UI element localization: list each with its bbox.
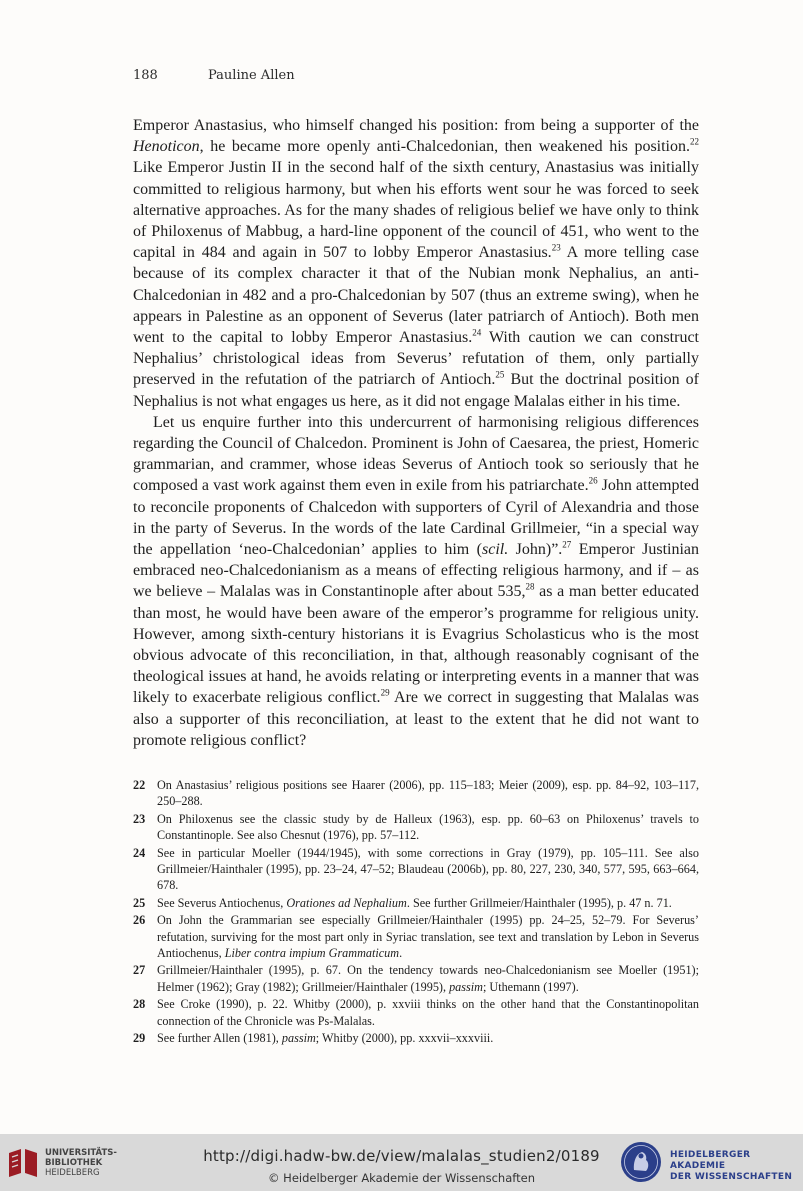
footnote-reference[interactable]: 23 <box>551 242 561 253</box>
text-run: , he became more openly anti-Chalcedonian, then weakened his position. <box>199 138 690 156</box>
body-paragraph <box>133 412 699 751</box>
footnotes <box>133 777 699 1048</box>
text-run: Let us enquire further into this undercurrent of harmonising religious differences regarding the Council of Chalcedon. Prominent is John of Caesarea, the priest, Homeric grammarian, and crammer, whose ideas Severus of Antioch took so seriously that he composed a vast work against them even in exile from his patriarchate. <box>133 413 699 495</box>
footnote-reference[interactable]: 27 <box>562 539 572 550</box>
text-run: Emperor Justinian embraced neo-Chalcedonianism as a means of effecting religious harmony, and if – as we believe – Malalas was in Constantinople after about 535, <box>133 541 700 601</box>
footnote-text <box>157 912 699 961</box>
footnote-text <box>157 962 699 995</box>
text-run: as a man better educated than most, he would have been aware of the emperor’s programme for religious unity. However, among sixth-century historians it is Evagrius Scholasticus who is the most obvious advocate of this reconciliation, in that, although reasonably cognisant of the theological issues at hand, he avoids relating or interpreting events in a manner that was likely to exacerbate religious conflict. <box>133 583 699 707</box>
source-url-link[interactable]: http://digi.hadw-bw.de/view/malalas_studien2/0189 <box>203 1147 600 1165</box>
footnote-number: 29 <box>133 1031 146 1046</box>
text-run: On Philoxenus see the classic study by de Halleux (1963), esp. pp. 60–63 on Philoxenus’ travels to Constantinople. See also Chesnut (1976), pp. 57–112. <box>157 811 699 843</box>
footnote <box>133 962 699 995</box>
footnote-reference[interactable]: 24 <box>472 327 482 338</box>
footnote-number: 22 <box>133 778 146 792</box>
text-run: Are we correct in suggesting that Malalas was also a supporter of this reconciliation, at least to the extent that he did not want to promote religious conflict? <box>133 689 700 749</box>
footnote-text <box>157 811 699 844</box>
footnote <box>133 845 699 894</box>
text-run: See further Allen (1981), <box>157 1031 282 1046</box>
footnote <box>133 1030 699 1046</box>
footnote-reference[interactable]: 28 <box>525 582 535 593</box>
library-name: UNIVERSITÄTS- BIBLIOTHEK HEIDELBERG <box>45 1148 117 1178</box>
text-run: But the doctrinal position of Nephalius is not what engages us here, as it did not engage Malalas either in his time. <box>133 371 700 410</box>
footnote-number: 28 <box>133 997 146 1012</box>
footnote <box>133 895 699 911</box>
running-head <box>133 68 295 83</box>
footnote-text <box>157 996 699 1029</box>
running-head-author: Pauline Allen <box>208 68 295 83</box>
text-run: Like Emperor Justin II in the second half of the sixth century, Anastasius was initially committed to religious harmony, but when his efforts went sour he was forced to seek alternative approaches. As for the many shades of religious belief we have only to think of Philoxenus of Mabbug, a hard-line opponent of the council of 451, who went to the capital in 484 and again in 507 to lobby Emperor Anastasius. <box>133 159 699 262</box>
footnote-reference[interactable]: 22 <box>690 136 699 147</box>
italic-text: Liber contra impium Grammaticum <box>224 946 400 961</box>
footnote-reference[interactable]: 25 <box>495 370 505 381</box>
footnote <box>133 811 699 844</box>
footnote-text <box>157 1030 699 1046</box>
text-run: See Croke (1990), p. 22. Whitby (2000), p. xxviii thinks on the other hand that the Constantinopolitan connection of the Chronicle was Ps-Malalas. <box>157 997 699 1028</box>
text-run: John attempted to reconcile proponents of Chalcedon with supporters of Cyril of Alexandria and those in the party of Severus. In the words of the late Cardinal Grillmeier, “in a special way the appellation ‘neo-Chalcedonian’ applies to him ( <box>133 477 700 559</box>
footnote-number: 27 <box>133 963 146 978</box>
footnote-number: 24 <box>133 845 146 860</box>
footnote-text <box>157 777 699 810</box>
academy-name: HEIDELBERGER AKADEMIE DER WISSENSCHAFTEN <box>670 1150 793 1182</box>
text-run: Grillmeier/Hainthaler (1995), p. 67. On the tendency towards neo-Chalcedonianism see Moeller (1951); Helmer (1962); Gray (1982); Grillmeier/Hainthaler (1995), <box>157 963 699 994</box>
italic-text: passim <box>281 1031 316 1046</box>
text-run: See Severus Antiochenus, <box>157 895 287 910</box>
italic-text: Orationes ad Nephalium <box>286 895 407 910</box>
text-run: ; Whitby (2000), pp. xxxvii–xxxviii. <box>315 1031 494 1046</box>
footnote <box>133 912 699 961</box>
footnote <box>133 996 699 1029</box>
italic-text: scil. <box>482 541 509 559</box>
footnote-number: 23 <box>133 811 146 826</box>
footnote-reference[interactable]: 29 <box>380 688 390 699</box>
text-run: John)”. <box>508 541 563 559</box>
text-run: With caution we can construct Nephalius’ christological ideas from Severus’ refutation of them, only partially preserved in the refutation of the patriarch of Antioch. <box>133 329 699 389</box>
footnote-number: 26 <box>133 913 146 928</box>
footnote-reference[interactable]: 26 <box>588 476 598 487</box>
text-run: On Anastasius’ religious positions see Haarer (2006), pp. 115–183; Meier (2009), esp. pp. 84–92, 103–117, 250–288. <box>157 778 699 809</box>
text-run: See in particular Moeller (1944/1945), with some corrections in Gray (1979), pp. 105–111. See also Grillmeier/Hainthaler (1995), pp. 23–24, 47–52; Blaudeau (2006b), pp. 80, 227, 230, 340, 577, 595, 663–664, 678. <box>157 845 699 893</box>
main-text <box>133 115 699 751</box>
italic-text: Henoticon <box>133 138 200 156</box>
footer-bar <box>0 1134 803 1191</box>
copyright-notice: © Heidelberger Akademie der Wissenschaften <box>268 1171 535 1185</box>
text-run: On John the Grammarian see especially Grillmeier/Hainthaler (1995) pp. 24–25, 52–79. For Severus’ refutation, surviving for the most part only in Syriac translation, see text and translation by Lebon in Severus Antiochenus, <box>157 913 699 961</box>
text-run: ; Uthemann (1997). <box>482 979 579 994</box>
footnote-text <box>157 895 699 911</box>
academy-seal-icon <box>619 1140 663 1184</box>
text-run: A more telling case because of its complex character it that of the Nubian monk Nephalius, an anti-Chalcedonian in 482 and a pro-Chalcedonian by 507 (thus an extreme swing), when he appears in Palestine as an opponent of Severus (later patriarch of Antioch). Both men went to the capital to lobby Emperor Anastasius. <box>133 244 700 347</box>
footnote <box>133 777 699 810</box>
body-paragraph <box>133 115 699 412</box>
text-run: Emperor Anastasius, who himself changed his position: from being a supporter of the <box>133 117 699 134</box>
footnote-number: 25 <box>133 895 146 910</box>
footnote-text <box>157 845 699 894</box>
text-run: . <box>399 946 403 961</box>
page-number: 188 <box>133 68 158 83</box>
italic-text: passim <box>449 979 483 994</box>
text-run: . See further Grillmeier/Hainthaler (1995), p. 47 n. 71. <box>406 895 672 910</box>
